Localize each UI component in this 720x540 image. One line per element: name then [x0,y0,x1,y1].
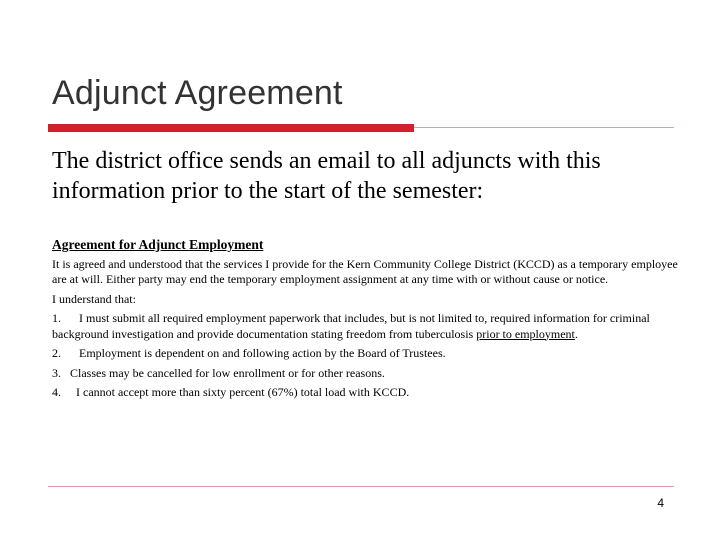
agreement-paragraph: It is agreed and understood that the services I provide for the Kern Community College District (KCCD) as a temporary employee are at will. Either party may end the temporary employment assignment at any time with or without cause or notice. [52,256,678,286]
intro-text: The district office sends an email to all adjuncts with this information prior to the start of the semester: [52,148,601,204]
item-text: Classes may be cancelled for low enrollment or for other reasons. [70,365,385,380]
understand-line: I understand that: [52,291,136,306]
item-period: . [574,326,578,341]
item-text: I cannot accept more than sixty percent (67%) total load with KCCD. [76,385,410,399]
item-number: 2. [52,346,61,360]
list-item [52,366,682,382]
page-number: 4 [657,496,664,510]
item-text: Employment is dependent on and following action by the Board of Trustees. [79,346,446,360]
slide-title: Adjunct Agreement [52,74,343,112]
agreement-block [52,237,682,405]
title-accent-bar [48,124,414,132]
item-number: 4. [52,385,61,399]
agreement-heading: Agreement for Adjunct Employment [52,237,264,252]
item-number: 3. [52,365,61,380]
item-text: I must submit all required employment paperwork that includes, but is not limited to, required information for criminal background investigation and provide documentation stating freedom from tuberculosis [52,311,650,341]
list-item [52,311,682,342]
item-underlined: prior to employment [476,326,575,341]
list-item [52,346,682,362]
footer-rule [48,486,674,487]
title-rule [414,127,674,128]
list-item [52,385,682,401]
item-number: 1. [52,311,61,325]
